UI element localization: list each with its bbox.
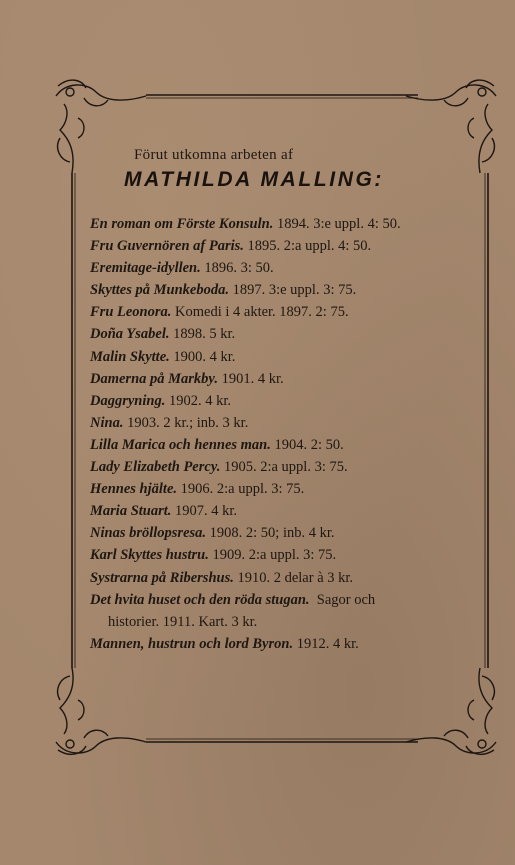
work-details: 1912. 4 kr. [296, 635, 359, 652]
work-details: Komedi i 4 akter. 1897. 2: 75. [175, 304, 349, 321]
work-title: Fru Guvernören af Paris. [90, 238, 244, 255]
work-item [90, 500, 490, 522]
work-item [90, 301, 490, 323]
work-title: En roman om Förste Konsuln. [90, 216, 274, 232]
work-title: Ninas bröllopsresa. [90, 525, 207, 542]
work-title: Daggryning. [90, 392, 166, 409]
works-list [90, 213, 490, 655]
work-title: Doña Ysabel. [90, 326, 170, 343]
work-title: Skyttes på Munkeboda. [90, 282, 229, 299]
work-details: 1908. 2: 50; inb. 4 kr. [209, 525, 335, 542]
work-item [90, 544, 490, 566]
work-details: 1909. 2:a uppl. 3: 75. [212, 547, 337, 564]
work-item [90, 323, 490, 345]
author-name: MATHILDA MALLING: [124, 168, 384, 191]
work-title: Damerna på Markby. [90, 370, 218, 387]
work-title: Maria Stuart. [90, 503, 172, 520]
work-item [90, 213, 490, 235]
work-details: 1895. 2:a uppl. 4: 50. [247, 238, 372, 255]
work-title: Nina. [90, 414, 124, 431]
work-title: Malin Skytte. [90, 348, 170, 365]
work-details: 1896. 3: 50. [204, 260, 274, 277]
work-details: 1900. 4 kr. [173, 348, 236, 365]
work-item [90, 279, 490, 301]
work-item [90, 368, 490, 390]
work-item [90, 522, 490, 544]
work-title: Hennes hjälte. [90, 481, 178, 498]
work-details: 1905. 2:a uppl. 3: 75. [223, 459, 348, 476]
work-item [90, 235, 490, 257]
work-details: 1894. 3:e uppl. 4: 50. [276, 216, 401, 232]
intro-text: Förut utkomna arbeten af [134, 147, 294, 163]
work-details: 1906. 2:a uppl. 3: 75. [180, 481, 305, 498]
work-item [90, 456, 490, 478]
work-item [90, 346, 490, 368]
work-title: Det hvita huset och den röda stugan. [90, 591, 310, 608]
work-item [90, 633, 490, 655]
work-title: Fru Leonora. [90, 304, 172, 321]
work-item [90, 412, 490, 434]
work-details: 1901. 4 kr. [221, 370, 284, 387]
work-title: Lady Elizabeth Percy. [90, 459, 221, 476]
work-details: 1897. 3:e uppl. 3: 75. [232, 282, 357, 299]
work-item [90, 567, 490, 589]
work-details-continued: historier. 1911. Kart. 3 kr. [108, 613, 258, 630]
work-title: Lilla Marica och hennes man. [90, 436, 271, 453]
work-details: 1903. 2 kr.; inb. 3 kr. [127, 414, 249, 431]
work-title: Mannen, hustrun och lord Byron. [90, 635, 294, 652]
work-item [90, 589, 475, 633]
work-details: 1902. 4 kr. [168, 392, 231, 409]
work-item [90, 390, 490, 412]
work-item [90, 478, 490, 500]
work-item [90, 257, 490, 279]
work-details: Sagor och [316, 591, 376, 608]
work-title: Karl Skyttes hustru. [90, 547, 209, 564]
work-title: Systrarna på Ribershus. [90, 569, 234, 586]
work-item [90, 434, 490, 456]
work-details: 1904. 2: 50. [274, 436, 344, 453]
work-details: 1907. 4 kr. [175, 503, 238, 520]
work-title: Eremitage-idyllen. [90, 260, 201, 277]
work-details: 1898. 5 kr. [173, 326, 236, 343]
work-details: 1910. 2 delar à 3 kr. [237, 569, 354, 586]
